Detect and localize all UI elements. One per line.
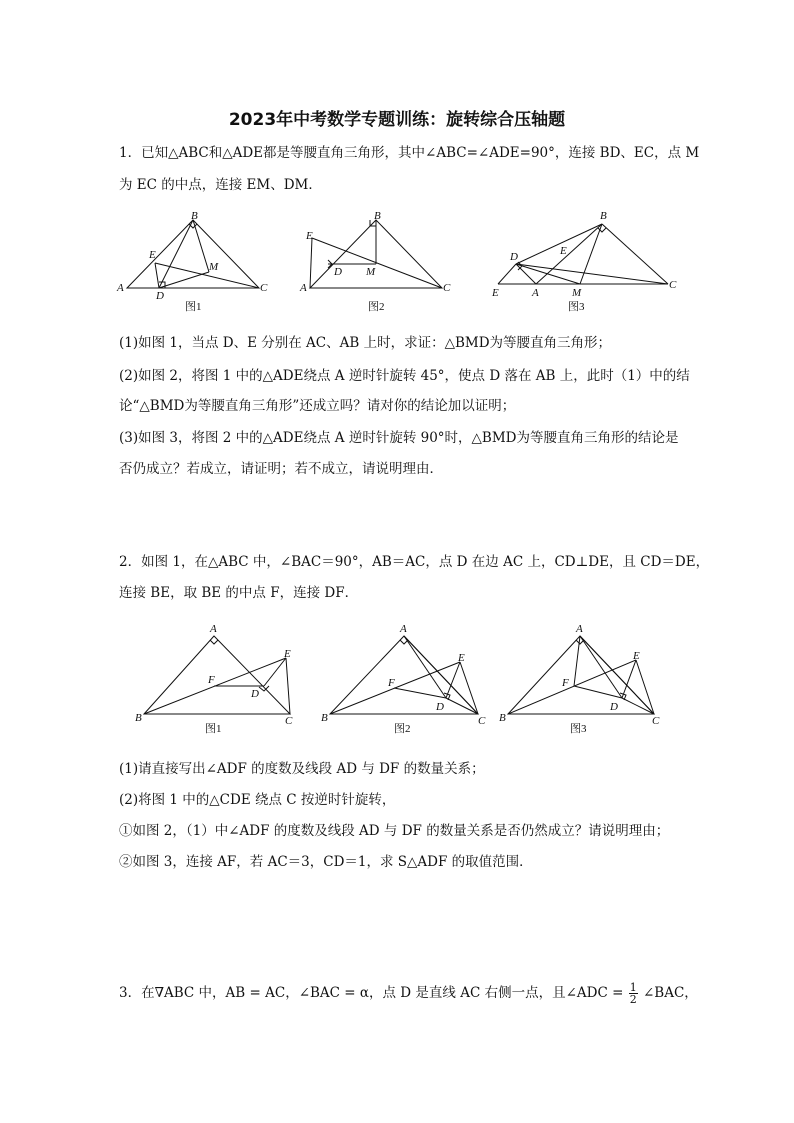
label-B: B [191, 210, 198, 222]
fig-caption: 图1 [185, 301, 202, 313]
label-C: C [443, 282, 451, 294]
fig-caption: 图1 [205, 723, 222, 735]
label-M: M [366, 266, 376, 278]
label-A: A [300, 282, 307, 294]
p1-figure2 [298, 208, 458, 318]
p1-line2: 为 EC 的中点，连接 EM、DM． [119, 177, 322, 193]
p3-text-b: ∠BAC， [643, 985, 698, 1001]
label-C: C [285, 715, 293, 727]
label-C: C [652, 715, 660, 727]
label-D: D [510, 251, 518, 263]
p2-q2: (2)将图 1 中的△CDE 绕点 C 按逆时针旋转， [119, 792, 396, 808]
label-B: B [499, 712, 506, 724]
label-E: E [284, 648, 291, 660]
p1-q1: (1)如图 1，当点 D、E 分别在 AC、AB 上时，求证：△BMD为等腰直角三角形； [119, 335, 612, 351]
p3-line1 [119, 982, 698, 1005]
label-F: F [388, 677, 395, 689]
label-D: D [334, 266, 342, 278]
label-B: B [135, 712, 142, 724]
label-D: D [610, 701, 618, 713]
label-D: D [156, 290, 164, 302]
label-B: B [374, 210, 381, 222]
p1-figure1 [115, 208, 275, 318]
label-A: A [210, 623, 217, 635]
p2-q1: (1)请直接写出∠ADF 的度数及线段 AD 与 DF 的数量关系； [119, 761, 485, 777]
label-E: E [633, 650, 640, 662]
label-C: C [260, 282, 268, 294]
fig-caption: 图3 [568, 301, 585, 313]
fig-caption: 图2 [394, 723, 411, 735]
p2-q2ii: ②如图 3，连接 AF，若 AC＝3，CD＝1，求 S△ADF 的取值范围． [119, 854, 533, 870]
p3-text-a: 3．在∇ABC 中，AB = AC，∠BAC = α，点 D 是直线 AC 右侧一点，且∠ADC = [119, 985, 624, 1001]
label-M: M [209, 261, 219, 273]
fig-caption: 图2 [368, 301, 385, 313]
label-E: E [149, 249, 156, 261]
page-title: 2023年中考数学专题训练：旋转综合压轴题 [228, 110, 566, 130]
label-E: E [306, 230, 313, 242]
label-B: B [321, 712, 328, 724]
p1-line1: 1．已知△ABC和△ADE都是等腰直角三角形，其中∠ABC=∠ADE=90°，连接 BD、EC，点 M [119, 145, 700, 161]
p1-q2a: (2)如图 2，将图 1 中的△ADE绕点 A 逆时针旋转 45°，使点 D 落在 AB 上，此时（1）中的结 [119, 368, 690, 384]
p1-q3b: 否仍成立？若成立，请证明；若不成立，请说明理由． [119, 461, 443, 477]
p2-figure1 [128, 620, 308, 740]
label-D: D [251, 688, 259, 700]
p2-figure2 [314, 620, 494, 740]
label-B: B [600, 210, 607, 222]
label-E: E [458, 652, 465, 664]
label-E2: E [560, 245, 567, 257]
p2-line2: 连接 BE，取 BE 的中点 F，连接 DF． [119, 585, 359, 601]
p2-q2i: ①如图 2，（1）中∠ADF 的度数及线段 AD 与 DF 的数量关系是否仍然成立？请说明理由； [119, 823, 670, 839]
p2-line1: 2．如图 1，在△ABC 中，∠BAC＝90°，AB＝AC，点 D 在边 AC 上，CD⊥DE，且 CD＝DE， [119, 554, 710, 570]
fraction-denominator: 2 [629, 993, 637, 1006]
label-A: A [576, 623, 583, 635]
label-F: F [208, 674, 215, 686]
p1-q3a: (3)如图 3，将图 2 中的△ADE绕点 A 逆时针旋转 90°时，△BMD为等腰直角三角形的结论是 [119, 430, 679, 446]
label-A: A [400, 623, 407, 635]
fraction-numerator: 1 [629, 981, 637, 994]
fig-caption: 图3 [570, 723, 587, 735]
p1-q2b: 论“△BMD为等腰直角三角形”还成立吗？请对你的结论加以证明； [119, 398, 516, 414]
label-F: F [562, 677, 569, 689]
half-fraction [629, 982, 638, 1005]
label-A: A [532, 287, 539, 299]
p1-figure3 [488, 208, 678, 318]
p2-figure3 [492, 620, 672, 740]
label-C: C [669, 279, 677, 291]
label-M: M [572, 287, 582, 299]
label-A: A [117, 282, 124, 294]
label-D: D [436, 701, 444, 713]
label-C: C [478, 715, 486, 727]
label-E: E [492, 287, 499, 299]
